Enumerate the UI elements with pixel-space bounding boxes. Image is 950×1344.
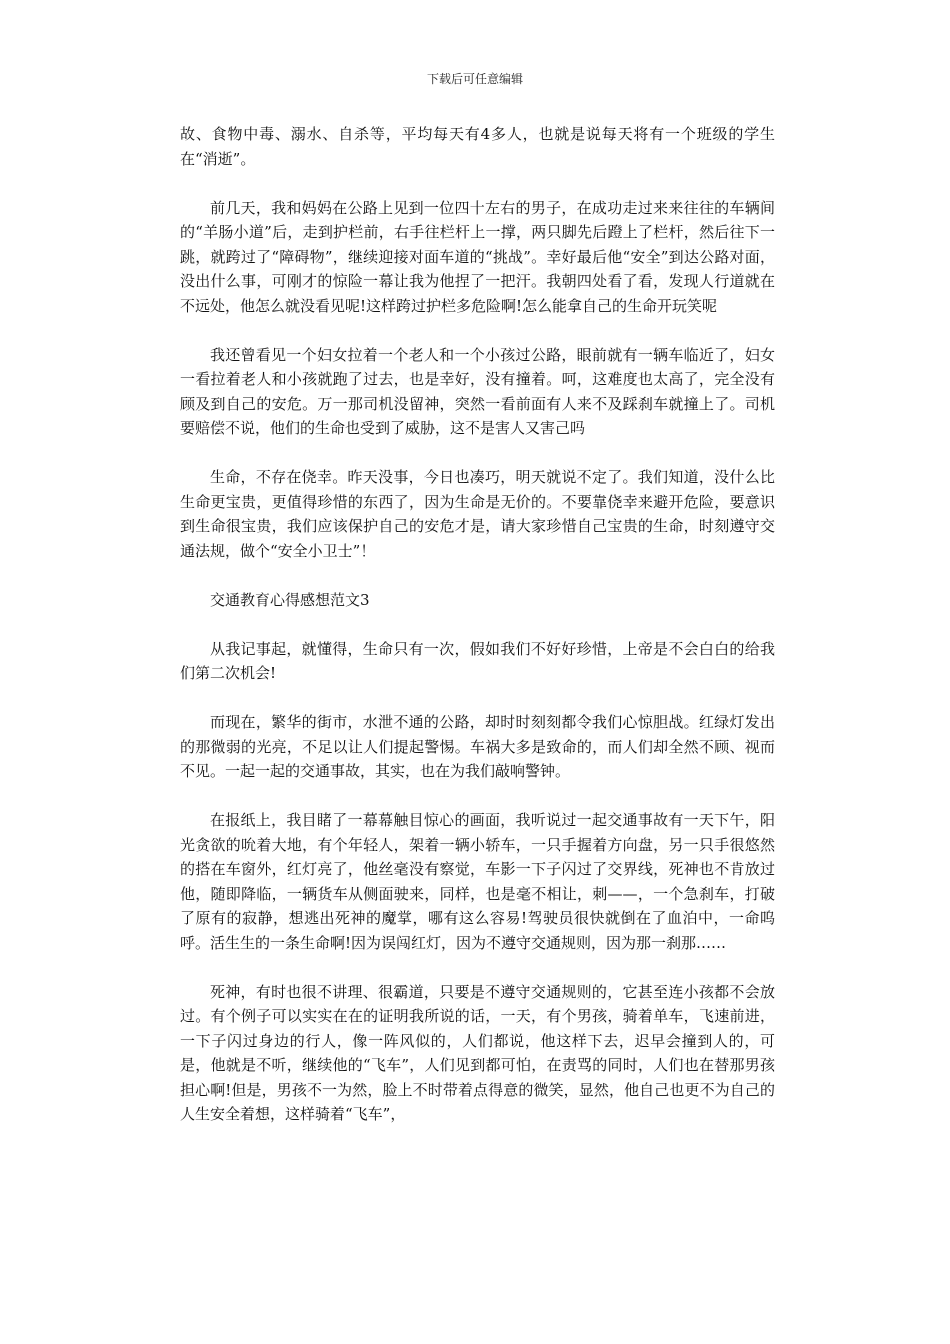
paragraph: 前几天，我和妈妈在公路上见到一位四十左右的男子，在成功走过来来往往的车辆间的“羊肠小道”后，走到护栏前，右手往栏杆上一撑，两只脚先后蹬上了栏杆，然后往下一跳，就跨过了“障碍物”，继续迎接对面车道的“挑战”。幸好最后他“安全”到达公路对面，没出什么事，可刚才的惊险一幕让我为他捏了一把汗。我朝四处看了看，发现人行道就在不远处，他怎么就没看见呢!这样跨过护栏多危险啊!怎么能拿自己的生命开玩笑呢 xyxy=(180,198,775,315)
paragraph: 死神，有时也很不讲理、很霸道，只要是不遵守交通规则的，它甚至连小孩都不会放过。有个例子可以实实在在的证明我所说的话，一天，有个男孩，骑着单车，飞速前进，一下子闪过身边的行人，像一阵风似的，人们都说，他这样下去，迟早会撞到人的，可是，他就是不听，继续他的“飞车”，人们见到都可怕，在责骂的同时，人们也在替那男孩担心啊!但是，男孩不一为然，脸上不时带着点得意的微笑，显然，他自己也更不为自己的人生安全着想，这样骑着“飞车”， xyxy=(180,982,775,1123)
paragraph-continued: 故、食物中毒、溺水、自杀等，平均每天有4多人，也就是说每天将有一个班级的学生在“消逝”。 xyxy=(180,125,775,168)
paragraph: 从我记事起，就懂得，生命只有一次，假如我们不好好珍惜，上帝是不会白白的给我们第二次机会! xyxy=(180,639,775,682)
document-body xyxy=(180,122,775,1151)
paragraph: 生命，不存在侥幸。昨天没事，今日也凑巧，明天就说不定了。我们知道，没什么比生命更宝贵，更值得珍惜的东西了，因为生命是无价的。不要靠侥幸来避开危险，要意识到生命很宝贵，我们应该保护自己的安危才是，请大家珍惜自己宝贵的生命，时刻遵守交通法规，做个“安全小卫士”！ xyxy=(180,468,775,560)
paragraph: 我还曾看见一个妇女拉着一个老人和一个小孩过公路，眼前就有一辆车临近了，妇女一看拉着老人和小孩就跑了过去，也是幸好，没有撞着。呵，这难度也太高了，完全没有顾及到自己的安危。万一那司机没留神，突然一看前面有人来不及踩刹车就撞上了。司机要赔偿不说，他们的生命也受到了威胁，这不是害人又害己吗 xyxy=(180,345,775,437)
section-heading: 交通教育心得感想范文3 xyxy=(210,590,370,609)
paragraph: 在报纸上，我目睹了一幕幕触目惊心的画面，我听说过一起交通事故有一天下午，阳光贪欲的吮着大地，有个年轻人，架着一辆小轿车，一只手握着方向盘，另一只手很悠然的搭在车窗外，红灯亮了，他丝毫没有察觉，车影一下子闪过了交界线，死神也不肯放过他，随即降临，一辆货车从侧面驶来，同样，也是毫不相让，刺——，一个急刹车，打破了原有的寂静，想逃出死神的魔掌，哪有这么容易!驾驶员很快就倒在了血泊中，一命呜呼。活生生的一条生命啊!因为误闯红灯，因为不遵守交通规则，因为那一刹那…… xyxy=(180,811,775,952)
page-header: 下载后可任意编辑 xyxy=(426,72,523,86)
paragraph: 而现在，繁华的街市，水泄不通的公路，却时时刻刻都令我们心惊胆战。红绿灯发出的那微弱的光亮，不足以让人们提起警惕。车祸大多是致命的，而人们却全然不顾、视而不见。一起一起的交通事故，其实，也在为我们敲响警钟。 xyxy=(180,713,775,780)
